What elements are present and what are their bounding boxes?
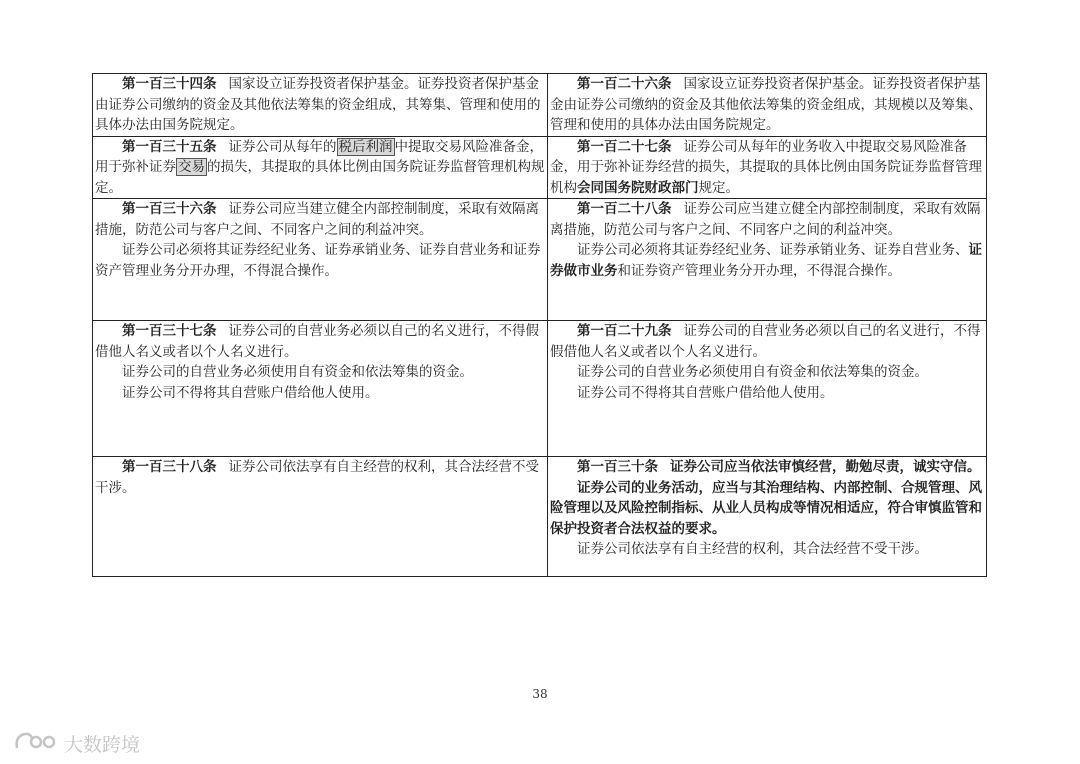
article-paragraph bbox=[95, 74, 545, 136]
article-text: 证券公司的自营业务必须以自己的名义进行，不得假借他人名义或者以个人名义进行。 bbox=[550, 323, 981, 360]
article-number: 第一百二十六条 bbox=[577, 76, 672, 92]
new-law-cell bbox=[548, 136, 987, 199]
article-text: 证券公司的自营业务必须以自己的名义进行，不得假借他人名义或者以个人名义进行。 bbox=[95, 323, 539, 360]
article-paragraph bbox=[95, 137, 545, 199]
article-number: 第一百三十四条 bbox=[122, 76, 217, 92]
article-text: 国家设立证券投资者保护基金。证券投资者保护基金由证券公司缴纳的资金及其他依法筹集的资金组成，其规模以及筹集、管理和使用的具体办法由国务院规定。 bbox=[550, 76, 982, 133]
old-law-cell bbox=[93, 136, 548, 199]
watermark bbox=[14, 730, 140, 757]
article-paragraph bbox=[550, 362, 984, 383]
table-row bbox=[93, 74, 987, 137]
new-law-cell bbox=[548, 457, 987, 577]
brand-logo-icon bbox=[14, 730, 58, 757]
article-paragraph bbox=[95, 362, 545, 383]
article-paragraph bbox=[550, 137, 984, 199]
article-text: 证券公司的自营业务必须使用自有资金和依法筹集的资金。 bbox=[577, 364, 928, 380]
article-paragraph bbox=[550, 240, 984, 281]
article-paragraph bbox=[550, 457, 984, 478]
article-paragraph bbox=[95, 199, 545, 240]
article-text: 国家设立证券投资者保护基金。证券投资者保护基金由证券公司缴纳的资金及其他依法筹集的资金组成，其筹集、管理和使用的具体办法由国务院规定。 bbox=[95, 76, 541, 133]
article-text: 证券公司必须将其证券经纪业务、证券承销业务、证券自营业务、 bbox=[577, 242, 969, 258]
article-text: 规定。 bbox=[698, 179, 739, 196]
amended-text: 证券做市业务 bbox=[550, 242, 982, 279]
article-paragraph bbox=[95, 383, 545, 404]
article-text: 证券公司依法享有自主经营的权利，其合法经营不受干涉。 bbox=[95, 459, 539, 496]
article-text: 证券公司应当建立健全内部控制制度，采取有效隔离措施，防范公司与客户之间、不同客户之间的利益冲突。 bbox=[550, 201, 981, 238]
highlighted-text: 交易 bbox=[178, 159, 205, 175]
amended-text: 证券公司应当依法审慎经营，勤勉尽责，诚实守信。 bbox=[670, 459, 981, 475]
article-text: 证券公司从每年的业务收入中提取交易风险准备金，用于弥补证券经营的损失，其提取的具体比例由国务院证券监督管理机构 bbox=[550, 138, 982, 196]
old-law-cell bbox=[93, 457, 548, 577]
article-number: 第一百三十五条 bbox=[122, 138, 217, 155]
new-law-cell bbox=[548, 321, 987, 457]
article-number: 第一百二十七条 bbox=[577, 138, 672, 155]
article-text: 证券公司不得将其自营账户借给他人使用。 bbox=[577, 384, 834, 401]
article-paragraph bbox=[550, 74, 984, 136]
law-comparison-table bbox=[92, 73, 987, 577]
article-paragraph bbox=[95, 321, 545, 362]
amended-text: 会同国务院财政部门 bbox=[577, 179, 699, 196]
old-law-cell bbox=[93, 199, 548, 321]
watermark-text: 大数跨境 bbox=[64, 734, 141, 756]
article-paragraph bbox=[550, 539, 984, 560]
article-text: 的损失，其提取的具体比例由国务院证券监督管理机构规定。 bbox=[95, 159, 545, 196]
article-text: 中提取交易风险准备金，用于弥补证券 bbox=[95, 138, 543, 175]
new-law-cell bbox=[548, 199, 987, 321]
article-text: 和证券资产管理业务分开办理，不得混合操作。 bbox=[617, 262, 901, 279]
table-row bbox=[93, 136, 987, 199]
article-paragraph bbox=[550, 199, 984, 240]
article-text: 证券公司必须将其证券经纪业务、证券承销业务、证券自营业务和证券资产管理业务分开办理，不得混合操作。 bbox=[95, 242, 541, 279]
highlighted-text: 税后利润 bbox=[338, 138, 393, 155]
table-row bbox=[93, 457, 987, 577]
article-paragraph bbox=[95, 240, 545, 281]
article-paragraph bbox=[95, 457, 545, 498]
table-row bbox=[93, 321, 987, 457]
article-number: 第一百二十九条 bbox=[577, 323, 672, 339]
article-number: 第一百三十六条 bbox=[122, 201, 217, 217]
article-number: 第一百三十条 bbox=[577, 459, 658, 475]
article-number: 第一百三十八条 bbox=[122, 459, 217, 475]
old-law-cell bbox=[93, 321, 548, 457]
article-text: 证券公司从每年的 bbox=[228, 138, 337, 155]
article-text: 证券公司不得将其自营账户借给他人使用。 bbox=[122, 384, 379, 401]
article-number: 第一百二十八条 bbox=[577, 201, 672, 217]
article-paragraph bbox=[550, 478, 984, 540]
article-text: 证券公司应当建立健全内部控制制度，采取有效隔离措施，防范公司与客户之间、不同客户之间的利益冲突。 bbox=[95, 201, 539, 238]
article-paragraph bbox=[550, 321, 984, 362]
article-paragraph bbox=[550, 383, 984, 404]
article-number: 第一百三十七条 bbox=[122, 323, 217, 339]
table-row bbox=[93, 199, 987, 321]
page-number: 38 bbox=[532, 687, 548, 701]
amended-text: 证券公司的业务活动，应当与其治理结构、内部控制、合规管理、风险管理以及风险控制指标、从业人员构成等情况相适应，符合审慎监管和保护投资者合法权益的要求。 bbox=[550, 479, 982, 537]
old-law-cell bbox=[93, 74, 548, 137]
table-body bbox=[93, 74, 987, 577]
new-law-cell bbox=[548, 74, 987, 137]
article-text: 证券公司依法享有自主经营的权利，其合法经营不受干涉。 bbox=[577, 541, 928, 557]
article-text: 证券公司的自营业务必须使用自有资金和依法筹集的资金。 bbox=[122, 364, 473, 380]
